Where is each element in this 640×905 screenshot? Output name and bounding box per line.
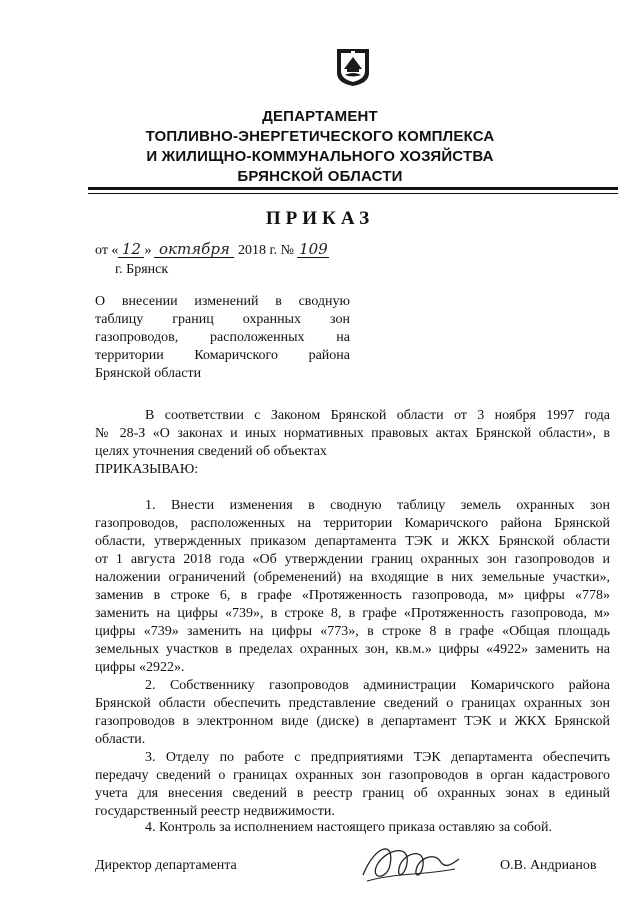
date-line (95, 242, 329, 259)
item-line: государственный реестр недвижимости. (95, 804, 335, 819)
dept-line-2: ТОПЛИВНО-ЭНЕРГЕТИЧЕСКОГО КОМПЛЕКСА (145, 128, 495, 145)
doc-subject (95, 293, 350, 383)
item-line: заменить на цифры «739», в строке 8, в графе «Протяженность газопровода, м» (95, 606, 610, 621)
item-line: передачу сведений о границах охранных зон газопроводов в орган кадастрового (95, 768, 610, 783)
item-line: области, утвержденных приказом департамента ТЭК и ЖКХ Брянской области (95, 534, 610, 549)
date-prefix: от « (95, 243, 119, 258)
order-item-3 (95, 749, 610, 821)
order-word: ПРИКАЗЫВАЮ: (95, 462, 199, 477)
subject-line: территории Комаричского района (95, 348, 350, 363)
item-line: газопроводов, расположенных на территории Комаричского района Брянской (95, 516, 610, 531)
subject-line: Брянской области (95, 366, 202, 381)
dept-line-3: И ЖИЛИЩНО-КОММУНАЛЬНОГО ХОЗЯЙСТВА (146, 148, 494, 165)
item-line: 2. Собственнику газопроводов администрации Комаричского района (145, 678, 610, 693)
header-rule-thick (88, 187, 618, 190)
dept-line-1: ДЕПАРТАМЕНТ (262, 108, 378, 125)
bryansk-coat-of-arms-icon (335, 47, 371, 87)
signatory-title: Директор департамента (95, 858, 237, 873)
preamble-line: № 28-З «О законах и иных нормативных правовых актах Брянской области», в (95, 426, 610, 441)
signatory-name: О.В. Андрианов (500, 858, 597, 873)
subject-line: газопроводов, расположенных на (95, 330, 350, 345)
doc-type-title: ПРИКАЗ (265, 208, 375, 229)
item-line: заменив в строке 6, в графе «Протяженность газопровода, м» цифры «778» (95, 588, 610, 603)
subject-line: О внесении изменений в сводную (95, 294, 350, 309)
item-line: газопроводов в электронном виде (диске) в департамент ТЭК и ЖКХ Брянской (95, 714, 610, 729)
item-line: земельных участков в пределах охранных зон, кв.м.» цифры «4922» заменить на (95, 642, 610, 657)
preamble (95, 407, 610, 461)
preamble-line: целях уточнения сведений об объектах (95, 444, 327, 459)
item-line: 1. Внести изменения в сводную таблицу земель охранных зон (145, 498, 610, 513)
date-month: октября (154, 242, 234, 258)
item-line: цифры «2922». (95, 660, 185, 675)
subject-line: таблицу границ охранных зон (95, 312, 350, 327)
item-line: цифры «739» заменить на цифры «773», в строке 8 в графе «Общая площадь (95, 624, 610, 639)
item-line: Брянской области обеспечить представление сведений о границах охранных зон (95, 696, 610, 711)
order-item-2 (95, 677, 610, 749)
item-line: области. (95, 732, 146, 747)
item-line: 3. Отделу по работе с предприятиями ТЭК департамента обеспечить (145, 750, 610, 765)
order-item-4 (95, 819, 610, 837)
order-item-1 (95, 497, 610, 677)
item-line: наложении ограничений (обременений) на входящие в них земельные участки», (95, 570, 610, 585)
item-line: от 1 августа 2018 года «Об утверждении границ охранных зон газопроводов и (95, 552, 610, 567)
preamble-line: В соответствии с Законом Брянской области от 3 ноября 1997 года (145, 408, 610, 423)
item-line: учета для внесения сведений в реестр границ об охранных зонах в единый (95, 786, 610, 801)
dept-line-4: БРЯНСКОЙ ОБЛАСТИ (237, 168, 403, 185)
date-day: 12 (118, 242, 144, 258)
header-rule-thin (88, 193, 618, 194)
doc-number: 109 (299, 240, 328, 258)
handwritten-signature (355, 835, 465, 885)
date-mid: » (144, 243, 152, 258)
doc-city: г. Брянск (115, 262, 169, 277)
date-year: 2018 г. № (237, 243, 294, 258)
item-line: 4. Контроль за исполнением настоящего приказа оставляю за собой. (145, 820, 553, 835)
